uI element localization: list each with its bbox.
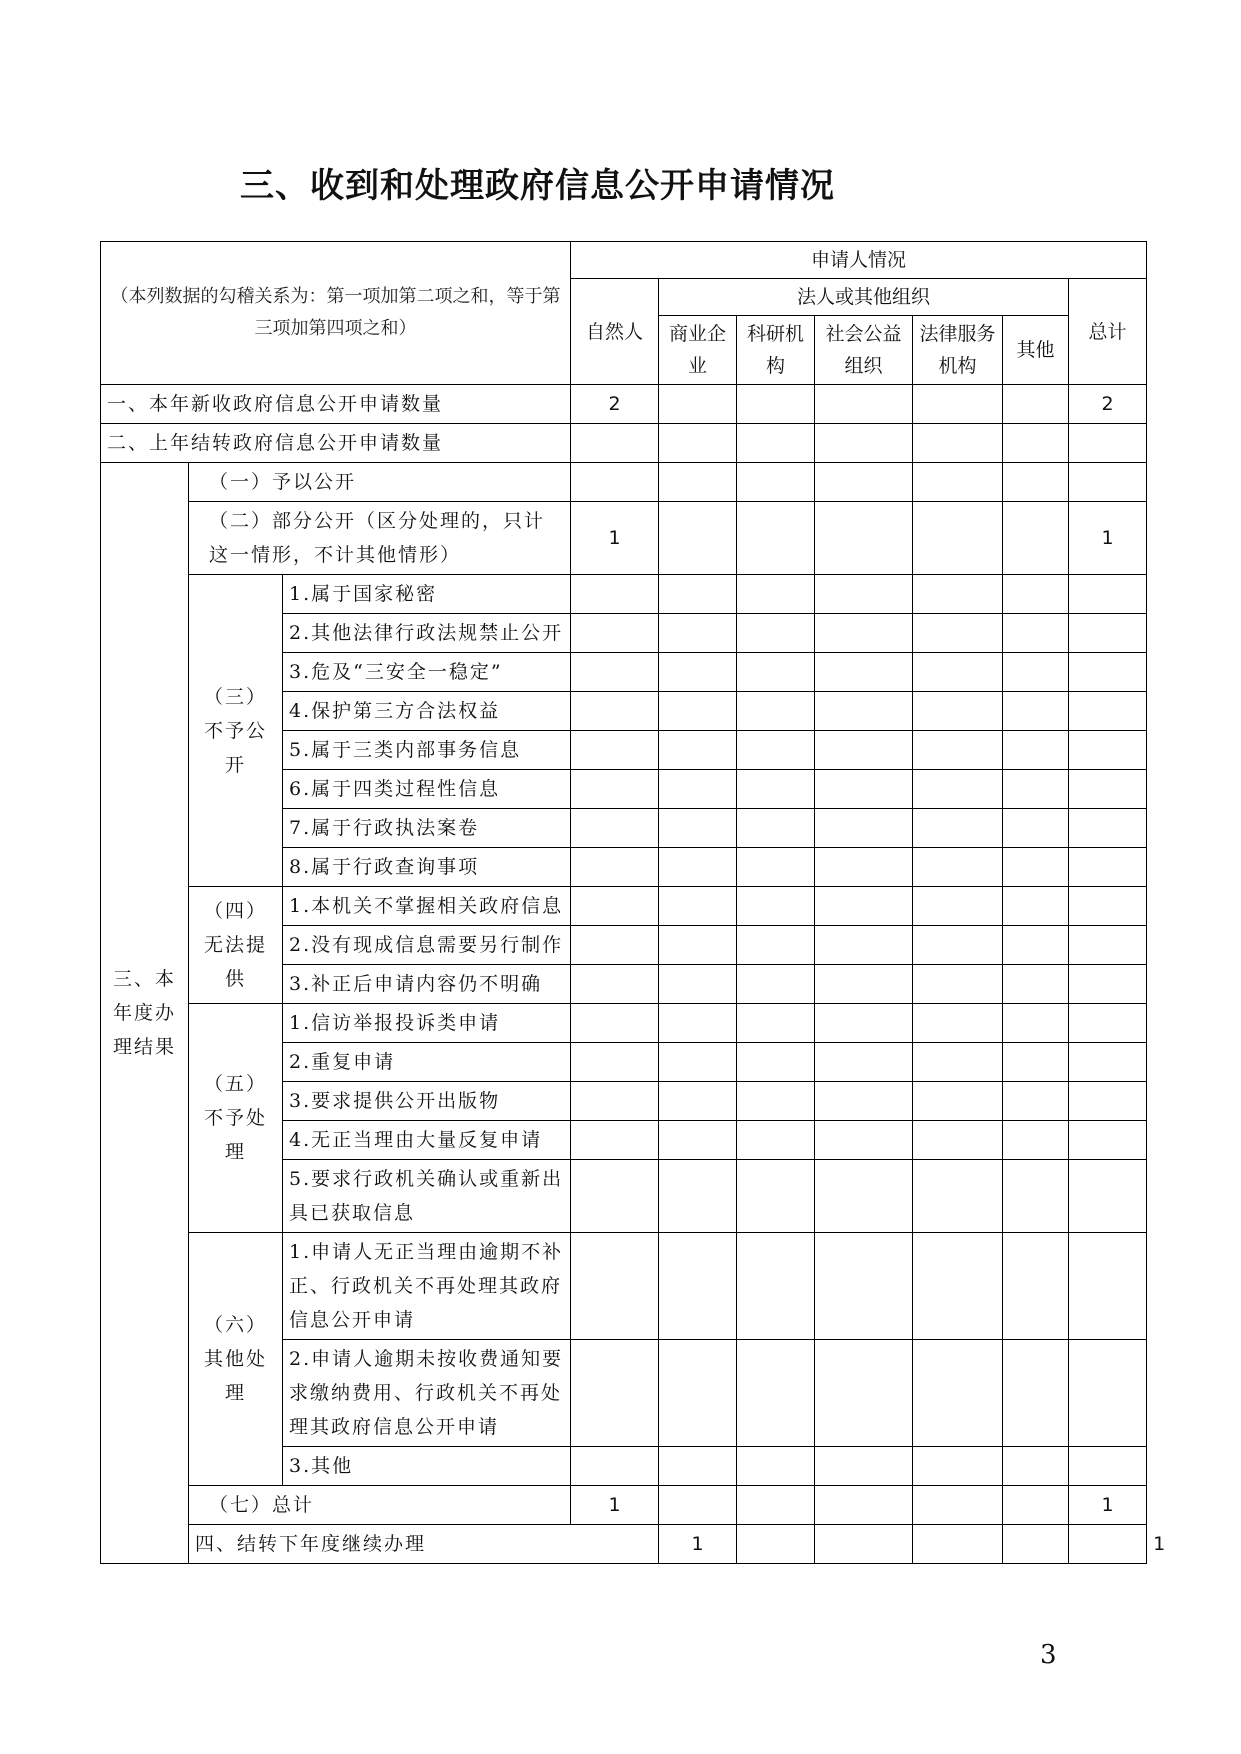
item-label: 7.属于行政执法案卷 bbox=[283, 809, 571, 848]
item-label: 1.本机关不掌握相关政府信息 bbox=[283, 887, 571, 926]
item-label: 2.其他法律行政法规禁止公开 bbox=[283, 614, 571, 653]
cell-total: 1 bbox=[1069, 502, 1147, 575]
public-welfare-org-header: 社会公益组织 bbox=[815, 316, 913, 385]
item-label: 1.信访举报投诉类申请 bbox=[283, 1004, 571, 1043]
group-label: （二）部分公开（区分处理的，只计这一情形，不计其他情形） bbox=[189, 502, 571, 575]
item-label: 3.要求提供公开出版物 bbox=[283, 1082, 571, 1121]
natural-person-header: 自然人 bbox=[571, 279, 659, 385]
cell-natural bbox=[571, 424, 659, 463]
cell-total bbox=[1069, 424, 1147, 463]
section-three-label: 三、本年度办理结果 bbox=[101, 463, 189, 1564]
other-org-header: 其他 bbox=[1003, 316, 1069, 385]
cell-natural: 1 bbox=[571, 502, 659, 575]
legal-entity-group-header: 法人或其他组织 bbox=[659, 279, 1069, 316]
group-label: （六）其他处理 bbox=[189, 1233, 283, 1486]
item-label: 2.没有现成信息需要另行制作 bbox=[283, 926, 571, 965]
item-label: 1.属于国家秘密 bbox=[283, 575, 571, 614]
item-label: 3.其他 bbox=[283, 1447, 571, 1486]
total-header: 总计 bbox=[1069, 279, 1147, 385]
page-number: 3 bbox=[1040, 1640, 1057, 1670]
group-label: （七）总计 bbox=[189, 1486, 571, 1525]
item-label: 2.重复申请 bbox=[283, 1043, 571, 1082]
commercial-enterprise-header: 商业企业 bbox=[659, 316, 737, 385]
cell-total: 2 bbox=[1069, 385, 1147, 424]
group-label: （一）予以公开 bbox=[189, 463, 571, 502]
legal-service-org-header: 法律服务机构 bbox=[913, 316, 1003, 385]
applicant-header: 申请人情况 bbox=[571, 242, 1147, 279]
cell-natural: 2 bbox=[571, 385, 659, 424]
item-label: 2.申请人逾期未按收费通知要求缴纳费用、行政机关不再处理其政府信息公开申请 bbox=[283, 1340, 571, 1447]
item-label: 1.申请人无正当理由逾期不补正、行政机关不再处理其政府信息公开申请 bbox=[283, 1233, 571, 1340]
cell-natural: 1 bbox=[571, 1486, 659, 1525]
row-label: 二、上年结转政府信息公开申请数量 bbox=[101, 424, 571, 463]
relationship-note: （本列数据的勾稽关系为：第一项加第二项之和，等于第三项加第四项之和） bbox=[101, 242, 571, 385]
group-label: （四）无法提供 bbox=[189, 887, 283, 1004]
application-statistics-table: （本列数据的勾稽关系为：第一项加第二项之和，等于第三项加第四项之和） 申请人情况 自然人 法人或其他组织 总计 商业企业 科研机构 社会公益组织 法律服务机构 其他 一、本年新收政府信息公开申请数量 2 2 二、上年结转政府信息公开申请数量 三、本年度办理结果 （一）予以公开 （二）部分公开（区分处理的，只计这一情形，不计其他情形） 1 1 （三）不予公开 1.属于国家秘密 2.其他法律行政法规禁止公开 3.危及“三安全一稳定” 4.保护第三方合法权益 5.属于三类内部事务信息 6.属于四类过程性信息 7.属于行政执法案卷 8.属于行政查询事项 （四）无法提供 1.本机关不掌握相关政府信息 2.没有现成信息需要另行制作 3.补正后申请内容仍不明确 （五）不予处理 1.信访举报投诉类申请 2.重复申请 3.要求提供公开出版物 4.无正当理由大量反复申请 5.要求行政机关确认或重新出具已获取信息 （六）其他处理 1.申请人无正当理由逾期不补正、行政机关不再处理其政府信息公开申请 2.申请人逾期未按收费通知要求缴纳费用、行政机关不再处理其政府信息公开申请 3.其他 （七）总计 1 1 四、结转下年度继续办理 1 1 bbox=[100, 241, 1147, 1564]
item-label: 4.无正当理由大量反复申请 bbox=[283, 1121, 571, 1160]
item-label: 3.危及“三安全一稳定” bbox=[283, 653, 571, 692]
row-label: 一、本年新收政府信息公开申请数量 bbox=[101, 385, 571, 424]
group-label: （三）不予公开 bbox=[189, 575, 283, 887]
item-label: 5.属于三类内部事务信息 bbox=[283, 731, 571, 770]
cell-natural: 1 bbox=[659, 1525, 737, 1564]
research-institution-header: 科研机构 bbox=[737, 316, 815, 385]
row-label: 四、结转下年度继续办理 bbox=[189, 1525, 659, 1564]
page-title: 三、收到和处理政府信息公开申请情况 bbox=[240, 166, 835, 206]
cell-total: 1 bbox=[1069, 1486, 1147, 1525]
group-label: （五）不予处理 bbox=[189, 1004, 283, 1233]
item-label: 3.补正后申请内容仍不明确 bbox=[283, 965, 571, 1004]
item-label: 4.保护第三方合法权益 bbox=[283, 692, 571, 731]
item-label: 6.属于四类过程性信息 bbox=[283, 770, 571, 809]
item-label: 5.要求行政机关确认或重新出具已获取信息 bbox=[283, 1160, 571, 1233]
item-label: 8.属于行政查询事项 bbox=[283, 848, 571, 887]
